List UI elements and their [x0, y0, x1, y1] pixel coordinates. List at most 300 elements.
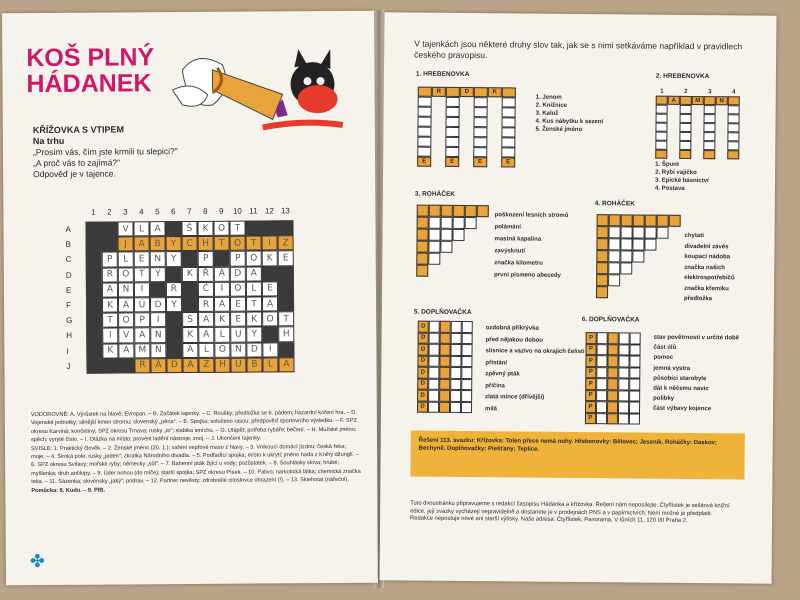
comb-cell: R — [432, 87, 446, 97]
crossword-cell: N — [150, 343, 166, 358]
fill-cell — [608, 332, 619, 344]
comb-cell — [460, 97, 474, 107]
comb-cell — [474, 97, 488, 107]
fill-cell — [440, 332, 451, 344]
corner-cell — [476, 265, 488, 277]
clue-item: ozdobná příkrývka — [485, 325, 539, 332]
crossword-cell: N — [150, 327, 166, 342]
crossword-cell: U — [230, 327, 246, 342]
row-letter: H — [66, 331, 73, 341]
clue-item: dát k něčemu navíc — [653, 385, 709, 393]
fill-cell: D — [417, 378, 428, 390]
crossword-cell: K — [246, 312, 262, 327]
corner-cell — [476, 229, 488, 241]
fill-cell — [596, 390, 607, 402]
crossword-cell — [86, 298, 102, 313]
column-number: 7 — [187, 206, 192, 217]
clue-item: 2. Rybí vajíčko — [655, 169, 697, 177]
comb-cell — [679, 123, 691, 132]
comb-cell — [417, 147, 431, 157]
fill-cell — [619, 344, 630, 356]
comb-cell — [727, 132, 739, 141]
corner-cell — [645, 215, 657, 227]
footer-note: Tuto dvoustránku připravujeme s redakcí časopisu Hádanka a křížovka. Řešení nám neposílejte. Čtyřlístek je sešitová knižní edice, její svazky vycházejí nepravidelně a dostanete je v prodejnách PNS a v papírnictvích. Není možné je předplatit. Redakce nepostuje nové ani starší výtisky. Naše adresa: Čtyřlístek, Panorama, V tůních 11, 120 00 Praha 2. — [410, 500, 730, 525]
clue-item: zpěvný pták — [485, 371, 520, 378]
fill-cell — [439, 367, 450, 379]
row-letters — [65, 222, 72, 374]
crossword-cell: Z — [198, 358, 214, 373]
corner-cell — [669, 215, 681, 227]
corner-cell — [416, 265, 428, 277]
fill-puzzle-6 — [585, 332, 641, 424]
comb-cell — [655, 123, 667, 132]
crossword-cell: J — [118, 237, 134, 252]
fill-cell — [450, 344, 461, 356]
crossword-cell: K — [102, 297, 118, 312]
comb-cell — [459, 137, 473, 147]
corner-cell — [656, 275, 668, 287]
comb-cell — [668, 114, 680, 123]
fill-cell — [596, 413, 607, 425]
fill-cell — [608, 344, 619, 356]
crossword-cell: Ú — [134, 297, 150, 312]
pomucka: Pomůcka: 8. Kudu. – 9. PIB. — [31, 487, 106, 494]
crossword-cell: D — [166, 358, 182, 373]
fill-cell — [597, 344, 608, 356]
crossword-cell: H — [214, 357, 230, 372]
comb-cell: 4 — [732, 88, 736, 95]
section-1-clues — [535, 94, 603, 135]
crossword-cell: O — [214, 342, 230, 357]
comb-cell — [668, 105, 680, 114]
crossword-cell — [85, 222, 101, 237]
crossword-cell — [101, 222, 117, 237]
row-letter: C — [65, 255, 72, 265]
fill-cell — [607, 390, 618, 402]
crossword-cell: O — [262, 312, 278, 327]
puzzle-title: KŘÍŽOVKA S VTIPEM — [32, 124, 125, 136]
fill-cell — [429, 321, 440, 333]
crossword-cell: A — [246, 266, 262, 281]
comb-cell — [728, 96, 740, 105]
section-6-clues — [653, 333, 739, 415]
corner-cell — [440, 229, 452, 241]
clue-item: pomoc — [653, 355, 674, 362]
comb-cell — [691, 132, 703, 141]
fill-cell — [429, 332, 440, 344]
comb-cell — [446, 97, 460, 107]
fill-cell: D — [418, 332, 429, 344]
fill-cell — [428, 401, 439, 413]
left-page — [2, 11, 378, 586]
comb-cell — [728, 105, 740, 114]
corner-cell — [476, 253, 488, 265]
row-letter: I — [66, 346, 69, 356]
fill-cell — [440, 321, 451, 333]
fill-cell — [451, 332, 462, 344]
clues-vertical: SVISLE: 1. Praktický člověk. – 2. Ženské jméno (20. 1.); vaření vepřové maso z hlavy. – 3. Vnikoucí domácí jízdou; česká řeka; moje. – 4. Široká pole; rusky „jeden"; zkratka Národního divadla. – 5. Podřadící spojka; místo k ukrytí; jméno hada z Knihy džunglí. – 6. SPZ okresu Svitavy; mořské ryby; německy „sůl". – 7. Bahenní pták žijící u vody; pozůstatek. – 8. Souhlásky slova; hrubé; myšlenka; druh antilopy. – 9. Úder nohou (do míče); starší spojka; SPZ okresu Písek. – 10. Palivo; narkotická látka; chemická značka telia. – 11. Sázenka; slovensky „jaký"; podrav. – 12. Partner nevěsty; zdrobnělé citoslovce ohrazení (!). – 13. Sklehotat (nářeční). — [31, 443, 361, 486]
comb-cell — [431, 137, 445, 147]
fill-cell — [607, 401, 618, 413]
fill-cell — [597, 332, 608, 344]
column-number: 3 — [123, 207, 128, 217]
corner-cell — [609, 214, 621, 226]
corner-cell — [428, 265, 440, 277]
crossword-cell: Á — [150, 358, 166, 373]
corner-cell — [657, 227, 669, 239]
comb-cell — [703, 132, 715, 141]
corner-cell — [632, 262, 644, 274]
comb-cell — [716, 105, 728, 114]
comb-cell — [656, 105, 668, 114]
crossword-cell: L — [198, 342, 214, 357]
fill-cell — [461, 401, 472, 413]
clue-item: jemná vystra — [653, 365, 691, 372]
comb-cell — [487, 117, 501, 127]
crossword-cell: D — [230, 266, 246, 281]
comb-cell — [445, 127, 459, 137]
comb-cell — [655, 141, 667, 150]
crossword-cell — [261, 220, 277, 235]
row-letter: A — [65, 224, 71, 234]
corner-cell — [464, 241, 476, 253]
comb-cell — [417, 127, 431, 137]
corner-cell — [620, 274, 632, 286]
crossword-cell: Y — [166, 297, 182, 312]
corner-cell — [668, 275, 680, 287]
fill-cell: P — [585, 378, 596, 390]
corner-cell — [656, 239, 668, 251]
comb-cell — [487, 157, 501, 167]
corner-cell — [668, 263, 680, 275]
crossword-cell: A — [198, 327, 214, 342]
crossword-cell: E — [230, 297, 246, 312]
corner-cell — [656, 251, 668, 263]
comb-cell — [459, 127, 473, 137]
comb-cell: K — [488, 87, 502, 97]
comb-cell: D — [460, 87, 474, 97]
crossword-cell: A — [182, 358, 198, 373]
fill-cell — [630, 332, 641, 344]
crossword-cell: T — [229, 221, 245, 236]
corner-cell — [644, 239, 656, 251]
crossword-cell: T — [214, 236, 230, 251]
fill-cell — [629, 378, 640, 390]
row-letter: D — [65, 270, 72, 280]
crossword-cell: R — [134, 358, 150, 373]
right-page — [380, 12, 777, 583]
row-letter: B — [65, 240, 71, 250]
corner-cell — [596, 286, 608, 298]
crossword-cell: A — [262, 296, 278, 311]
fill-cell: P — [585, 367, 596, 379]
crossword-cell: M — [134, 343, 150, 358]
crossword-cell: A — [198, 312, 214, 327]
crossword-cell: E — [278, 251, 294, 266]
column-number: 9 — [219, 206, 224, 216]
crossword-cell: A — [182, 342, 198, 357]
comb-cell — [431, 127, 445, 137]
comb-cell — [487, 147, 501, 157]
crossword-cell: R — [198, 297, 214, 312]
clue-item: poškození lesních stromů — [494, 212, 569, 219]
clue-item: 2. Knížnice — [535, 102, 568, 109]
corner-cell — [452, 241, 464, 253]
comb-cell — [703, 123, 715, 132]
corner-cell — [608, 238, 620, 250]
fill-cell — [618, 390, 629, 402]
crossword-cell: H — [198, 236, 214, 251]
comb-cell — [715, 132, 727, 141]
fill-cell: D — [417, 367, 428, 379]
crossword-cell — [166, 267, 182, 282]
column-number: 6 — [171, 207, 176, 217]
comb-cell — [679, 141, 691, 150]
row-letter: J — [66, 361, 71, 371]
fill-cell: P — [586, 344, 597, 356]
crossword-cell: Ř — [198, 266, 214, 281]
section-6-title: 6. DOPLŇOVAČKA — [581, 316, 640, 324]
comb-cell — [460, 107, 474, 117]
crossword-cell — [118, 358, 134, 373]
crossword-cell — [102, 358, 118, 373]
comb-cell — [501, 127, 515, 137]
corner-cell — [429, 205, 441, 217]
crossword-cell: O — [118, 267, 134, 282]
corner-cell — [440, 253, 452, 265]
comb-cell — [680, 114, 692, 123]
fill-cell — [607, 367, 618, 379]
crossword-cell: V — [117, 221, 133, 236]
fill-cell — [619, 332, 630, 344]
column-number: 2 — [107, 207, 112, 217]
clue-item: část úlů — [653, 344, 677, 352]
fill-cell: D — [417, 344, 428, 356]
comb-cell — [459, 147, 473, 157]
fill-cell — [439, 378, 450, 390]
clue-item: část výbavy kojence — [653, 406, 712, 413]
crossword-cell — [86, 267, 102, 282]
comb-cell: 2 — [684, 88, 688, 95]
corner-cell — [668, 251, 680, 263]
corner-cell — [465, 217, 477, 229]
comb-cell — [431, 157, 445, 167]
crossword-cell — [86, 237, 102, 252]
comb-cell — [715, 141, 727, 150]
fill-cell — [618, 378, 629, 390]
comb-cell — [474, 107, 488, 117]
corner-cell — [632, 250, 644, 262]
corner-cell — [644, 263, 656, 275]
crossword-cell: Š — [181, 221, 197, 236]
crossword-cell: K — [182, 327, 198, 342]
fill-cell: P — [585, 401, 596, 413]
corner-puzzle-3 — [416, 205, 489, 278]
comb-cell — [727, 141, 739, 150]
comb-cell — [691, 123, 703, 132]
comb-cell — [473, 137, 487, 147]
comb-cell — [474, 87, 488, 97]
corner-cell — [633, 226, 645, 238]
crossword-cell: O — [230, 281, 246, 296]
corner-cell — [440, 265, 452, 277]
crossword-cell: A — [118, 297, 134, 312]
corner-cell — [609, 226, 621, 238]
corner-cell — [632, 238, 644, 250]
clues — [31, 409, 362, 495]
comb-cell — [487, 137, 501, 147]
clue-item: před nějakou dobou — [485, 336, 544, 344]
clue-item: značka kilometru — [494, 260, 544, 267]
corner-cell — [453, 217, 465, 229]
clue-item: značka našich elektrospotřebičů — [684, 264, 735, 282]
comb-cell — [667, 132, 679, 141]
joke-heading: Na trhu — [32, 135, 65, 147]
fill-cell — [618, 367, 629, 379]
comb-cell — [445, 117, 459, 127]
fill-cell — [461, 390, 472, 402]
crossword-cell: N — [230, 342, 246, 357]
corner-cell — [620, 238, 632, 250]
clue-item: polámání — [494, 224, 521, 231]
corner-cell — [597, 214, 609, 226]
crossword-cell: T — [102, 313, 118, 328]
crossword-cell: E — [134, 252, 150, 267]
crossword-cell: A — [118, 343, 134, 358]
corner-cell — [608, 274, 620, 286]
title-line2: HÁDANEK — [26, 69, 152, 99]
comb-cell: N — [716, 96, 728, 105]
comb-cell — [655, 132, 667, 141]
section-2-title: 2. HREBENOVKA — [655, 72, 710, 81]
comb-cell — [417, 117, 431, 127]
fill-cell — [629, 390, 640, 402]
crossword-cell: K — [214, 312, 230, 327]
comb-cell — [501, 147, 515, 157]
fill-cell: P — [585, 390, 596, 402]
corner-cell — [428, 241, 440, 253]
crossword-cell: D — [246, 342, 262, 357]
corner-cell — [429, 217, 441, 229]
clue-item: mastná kapalina — [494, 236, 542, 243]
clue-item: 1. Špunt — [655, 161, 679, 168]
clue-item: milá — [485, 405, 498, 412]
fill-cell: D — [417, 401, 428, 413]
section-5-title: 5. DOPLŇOVAČKA — [413, 308, 472, 317]
crossword-cell: A — [149, 221, 165, 236]
comb-puzzle-1 — [417, 87, 516, 168]
comb-cell — [431, 117, 445, 127]
column-number: 13 — [280, 206, 290, 216]
fill-cell — [450, 378, 461, 390]
crossword-cell — [278, 296, 294, 311]
cat-with-cone-icon — [162, 39, 363, 140]
comb-cell — [488, 107, 502, 117]
corner-cell — [596, 274, 608, 286]
comb-cell — [445, 147, 459, 157]
corner-cell — [452, 265, 464, 277]
crossword-cell: A — [278, 357, 294, 372]
crossword-cell — [102, 237, 118, 252]
fill-cell — [462, 332, 473, 344]
clue-item: zavýsknutí — [494, 248, 526, 255]
crossword-cell — [166, 343, 182, 358]
corner-cell — [596, 262, 608, 274]
intro-text: V tajenkách jsou některé druhy slov tak, jak se s nimi setkáváme například v pravidlech českého pravopisu. — [414, 38, 743, 61]
crossword-cell: Y — [166, 251, 182, 266]
fill-cell — [428, 344, 439, 356]
fill-cell — [428, 390, 439, 402]
crossword-cell: I — [134, 282, 150, 297]
corner-cell — [597, 226, 609, 238]
fill-cell — [629, 355, 640, 367]
corner-cell — [620, 262, 632, 274]
clue-item: polibky — [653, 395, 675, 403]
clue-item: koupací nádoba — [684, 253, 731, 261]
crossword-cell: Y — [150, 267, 166, 282]
clue-item: 4. Postava — [654, 185, 685, 192]
clue-item: první písmeno abecedy — [494, 272, 561, 279]
comb-cell — [704, 96, 716, 105]
fill-cell — [618, 401, 629, 413]
joke-line2: „A proč vás to zajímá?" — [33, 157, 121, 169]
comb-cell — [680, 96, 692, 105]
comb-cell: E — [501, 157, 515, 167]
corner-cell — [417, 205, 429, 217]
comb-cell — [667, 150, 679, 159]
corner-cell — [477, 205, 489, 217]
crossword-cell: L — [118, 252, 134, 267]
section-4-clues — [684, 231, 775, 305]
crossword-cell: L — [262, 357, 278, 372]
clues-horizontal: VODOROVNĚ: A. Výrůstek na hlavě; Evropan. – B. Začátek tajenky. – C. Roušky; předložka se 6. pádem; hazardní koření hra. – D. Vojenské jednotky; silnější kmen stromu; slovenský „pěna". – E. Spojka; solučeno rasou; předpověď sportovního výsledku. – F. SPZ okresu Karviná; končetiny; SPZ okresu Trnava; rusky „to"; slabika smíchu. – G. Utápět; potřeba rybáře; bečení. – H. Mužské jméno; spěch; vyryté číslo. – I. Otázka na místo; provést ladění nástroje; znoj. – J. Ukončení tajenky. — [30, 409, 357, 444]
comb-cell — [431, 147, 445, 157]
crossword-cell: K — [262, 251, 278, 266]
fill-cell: P — [585, 355, 596, 367]
comb-cell — [501, 137, 515, 147]
crossword-cell: R — [102, 267, 118, 282]
crossword-cell — [166, 327, 182, 342]
crossword-cell: H — [278, 327, 294, 342]
fill-cell — [461, 367, 472, 379]
crossword-cell: Á — [214, 266, 230, 281]
fill-cell — [607, 413, 618, 425]
crossword-cell: Č — [198, 282, 214, 297]
corner-cell — [464, 265, 476, 277]
corner-cell — [644, 275, 656, 287]
column-number: 11 — [249, 206, 258, 216]
fill-cell — [629, 401, 640, 413]
clue-item: 5. Ženské jméno — [535, 126, 583, 134]
section-3-title: 3. ROHÁČEK — [414, 190, 456, 198]
crossword-cell: A — [134, 236, 150, 251]
comb-cell — [692, 87, 704, 96]
comb-cell — [432, 107, 446, 117]
fill-cell — [461, 344, 472, 356]
crossword-cell: K — [102, 343, 118, 358]
comb-cell — [418, 107, 432, 117]
crossword-cell: U — [230, 357, 246, 372]
crossword-cell: T — [278, 311, 294, 326]
crossword-cell: A — [102, 282, 118, 297]
corner-cell — [669, 227, 681, 239]
comb-cell — [655, 150, 667, 159]
fill-cell — [596, 378, 607, 390]
corner-cell — [608, 286, 620, 298]
comb-cell — [727, 150, 739, 159]
crossword-cell: Z — [278, 235, 294, 250]
comb-cell — [459, 157, 473, 167]
